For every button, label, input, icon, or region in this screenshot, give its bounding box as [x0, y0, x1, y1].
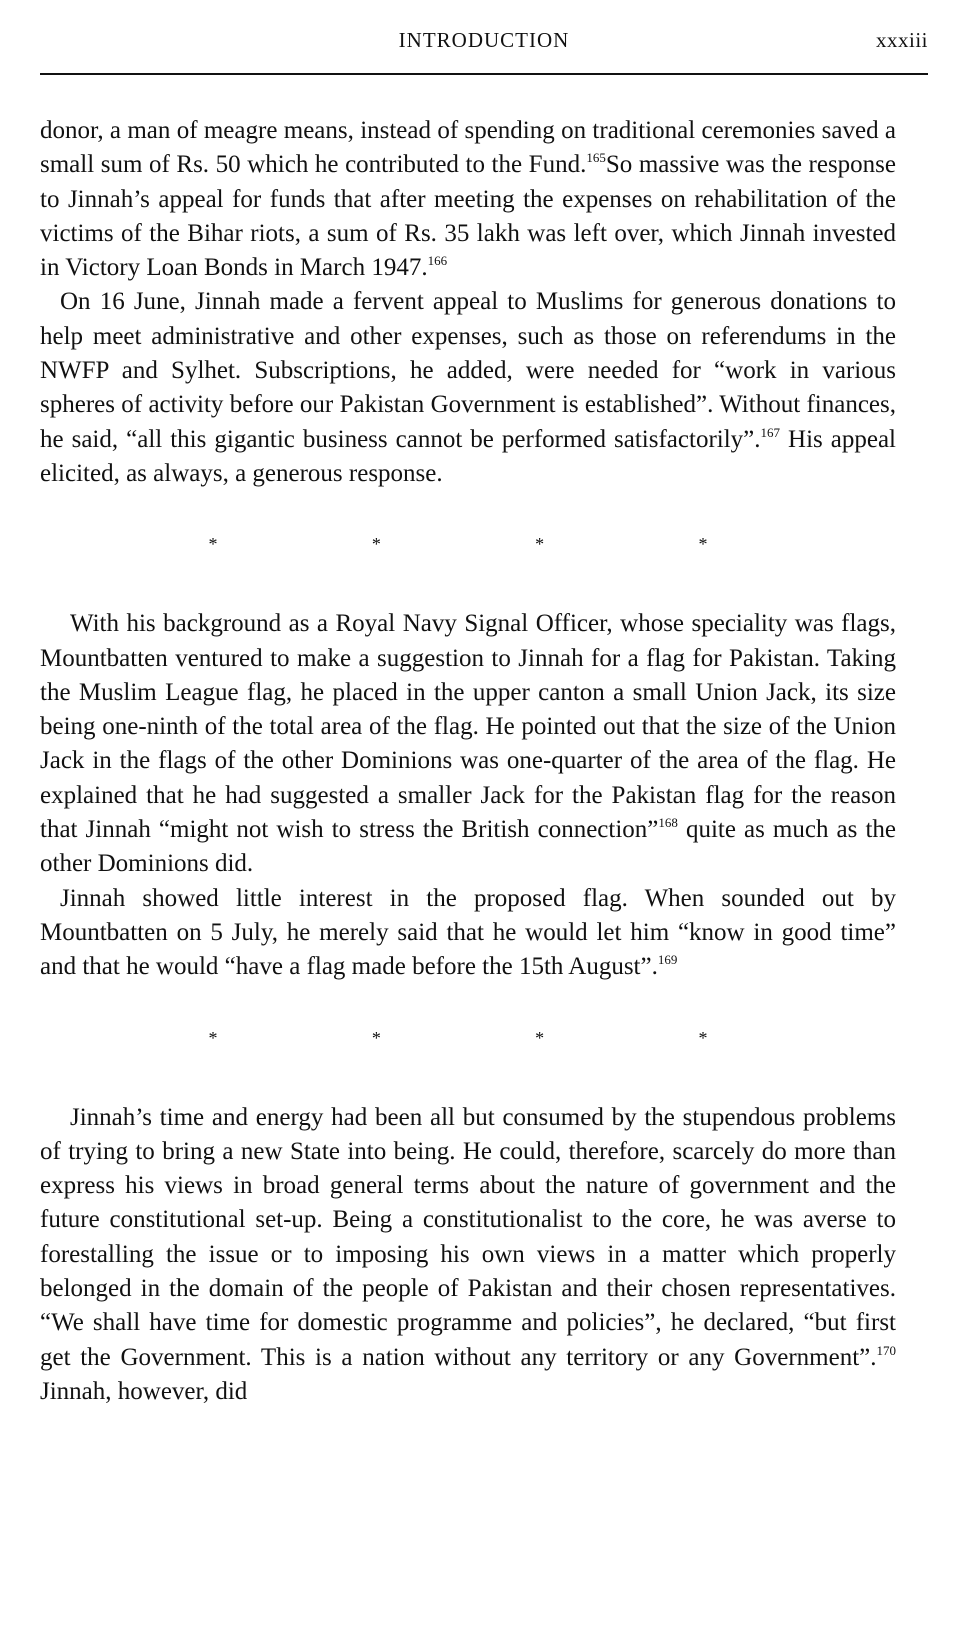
header-rule: [40, 73, 928, 75]
body-text: [40, 114, 896, 1409]
section-break-star: *: [535, 1027, 545, 1048]
paragraph-1: [40, 114, 896, 285]
paragraph-text: donor, a man of meagre means, instead of spending on traditional ceremonies saved a small sum of Rs. 50 which he contributed to the Fund.: [40, 117, 896, 179]
footnote-ref: 168: [658, 815, 678, 831]
paragraph-4: [40, 882, 896, 985]
section-break-star: *: [208, 534, 218, 555]
footnote-ref: 167: [760, 424, 781, 440]
section-break-star: *: [535, 534, 545, 555]
section-break-star: *: [208, 1027, 218, 1048]
footnote-ref: 166: [427, 253, 448, 269]
paragraph-5: [40, 1101, 896, 1410]
paragraph-text: With his background as a Royal Navy Signal Officer, whose speciality was flags, Mountbatten ventured to make a suggestion to Jinnah for a flag for Pakistan. Taking the Muslim League flag, he placed in the upper canton a small Union Jack, its size being one-ninth of the total area of the flag. He pointed out that the size of the Union Jack in the flags of the other Dominions was one-quarter of the area of the flag. He explained that he had suggested a smaller Jack for the Pakistan flag for the reason that Jinnah “might not wish to stress the British connection”: [40, 610, 896, 844]
paragraph-3: [40, 607, 896, 881]
paragraph-text: His appeal elicited, as always, a generous response.: [40, 425, 897, 487]
paragraph-2: [40, 285, 896, 491]
running-header: [40, 28, 928, 68]
paragraph-text: So massive was the response to Jinnah’s appeal for funds that after meeting the expenses on rehabilitation of the victims of the Bihar riots, a sum of Rs. 35 lakh was left over, which Jinnah invested in Victory Loan Bonds in March 1947.: [40, 151, 896, 282]
paragraph-text: Jinnah’s time and energy had been all but consumed by the stupendous problems of trying to bring a new State into being. He could, therefore, scarcely do more than express his views in broad general terms about the nature of government and the future constitutional set-up. Being a constitutionalist to the core, he was averse to forestalling the issue or to imposing his own views in a matter which properly belonged in the domain of the people of Pakistan and their chosen representatives. “We shall have time for domestic programme and policies”, he declared, “but first get the Government. This is a nation without any territory or any Government”.: [40, 1103, 896, 1371]
page-number: xxxiii: [875, 28, 928, 52]
running-head-title: INTRODUCTION: [398, 28, 570, 52]
section-break: [208, 985, 708, 1101]
footnote-ref: 169: [657, 952, 678, 968]
paragraph-text: quite as much as the other Dominions did.: [40, 816, 896, 878]
section-break: [208, 491, 708, 607]
footnote-ref: 165: [586, 150, 606, 166]
paragraph-text: Jinnah showed little interest in the proposed flag. When sounded out by Mountbatten on 5 July, he merely said that he would let him “know in good time” and that he would “have a flag made before the 15th August”.: [40, 884, 896, 981]
section-break-star: *: [698, 534, 708, 555]
section-break-star: *: [698, 1027, 708, 1048]
paragraph-text: Jinnah, however, did: [40, 1377, 248, 1405]
section-break-star: *: [371, 1027, 381, 1048]
paragraph-text: On 16 June, Jinnah made a fervent appeal to Muslims for generous donations to help meet administrative and other expenses, such as those on referendums in the NWFP and Sylhet. Subscriptions, he added, were needed for “work in various spheres of activity before our Pakistan Government is established”. Without finances, he said, “all this gigantic business cannot be performed satisfactorily”.: [40, 288, 896, 453]
section-break-star: *: [371, 534, 381, 555]
footnote-ref: 170: [876, 1342, 896, 1358]
